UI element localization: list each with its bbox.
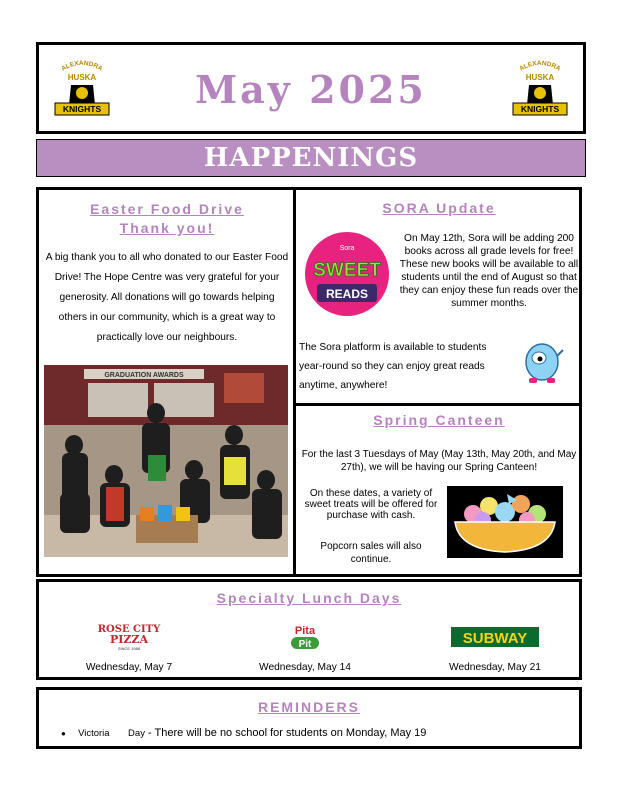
svg-text:SWEET: SWEET: [313, 260, 381, 281]
knights-logo-right: [507, 53, 573, 121]
reminder-item: [61, 727, 426, 739]
svg-text:PIZZA: PIZZA: [109, 633, 149, 646]
header: [36, 42, 586, 134]
svg-text:Pit: Pit: [298, 639, 312, 650]
canteen-title: Spring Canteen: [373, 412, 505, 428]
easter-body: A big thank you to all who donated to our Easter Food Drive! The Hope Centre was very grateful for your generosity. All donations will go towards helping others in our community, which is a great way to practically love our neighbours.: [45, 252, 289, 343]
reminders-section: [36, 687, 582, 749]
svg-text:KNIGHTS: KNIGHTS: [520, 104, 560, 114]
food-drive-photo: [44, 365, 288, 557]
rose-city-pizza-logo: [97, 622, 161, 650]
horizontal-divider: [293, 403, 579, 406]
svg-text:HUSKA: HUSKA: [67, 73, 97, 82]
svg-text:ALEXANDRA: ALEXANDRA: [518, 59, 562, 73]
lunch-date-3: Wednesday, May 21: [449, 662, 541, 673]
page-title: May 2025: [195, 67, 427, 112]
easter-title: [45, 200, 289, 238]
svg-text:ALEXANDRA: ALEXANDRA: [60, 59, 104, 73]
robot-mascot-icon: [519, 338, 565, 386]
svg-text:SUBWAY: SUBWAY: [462, 630, 528, 647]
svg-text:ROSE CITY: ROSE CITY: [97, 624, 161, 635]
svg-text:KNIGHTS: KNIGHTS: [62, 104, 102, 114]
reminder-label: Victoria Day: [78, 728, 145, 739]
svg-text:GRADUATION AWARDS: GRADUATION AWARDS: [104, 372, 184, 379]
lunch-title: Specialty Lunch Days: [216, 590, 402, 606]
sora-text-2: The Sora platform is available to students year-round so they can enjoy great reads anytime, anywhere!: [299, 342, 487, 391]
sora-text-1: On May 12th, Sora will be adding 200 books across all grade levels for free! These new books will be available to all students until the end of August so that they can enjoy these fun reads over the summer months.: [399, 233, 579, 309]
reminder-text: - There will be no school for students on Monday, May 19: [144, 727, 427, 739]
sweet-reads-badge: [303, 230, 391, 318]
canteen-text-3: Popcorn sales will also continue.: [320, 541, 422, 565]
vertical-divider: [293, 190, 296, 574]
easter-title-line1: Easter Food Drive: [90, 201, 244, 217]
lunch-date-2: Wednesday, May 14: [259, 662, 351, 673]
svg-text:Pita: Pita: [294, 625, 316, 637]
reminders-title: REMINDERS: [257, 699, 360, 715]
svg-text:Sora: Sora: [339, 245, 355, 252]
svg-text:READS: READS: [325, 287, 369, 301]
svg-text:SINCE 1988: SINCE 1988: [117, 646, 141, 651]
happenings-banner: HAPPENINGS: [36, 139, 586, 177]
candy-bowl-icon: [447, 486, 563, 558]
easter-title-line2: Thank you!: [119, 220, 215, 236]
bullet-icon: ●: [61, 728, 66, 738]
svg-text:HUSKA: HUSKA: [525, 73, 555, 82]
canteen-text-1: For the last 3 Tuesdays of May (May 13th, May 20th, and May 27th), we will be having our Spring Canteen!: [301, 449, 577, 473]
lunch-date-1: Wednesday, May 7: [85, 662, 173, 673]
pita-pit-logo: [283, 622, 327, 650]
subway-logo: [451, 622, 539, 650]
lunch-section: [36, 579, 582, 680]
sora-title: SORA Update: [382, 200, 496, 216]
happenings-section: [36, 187, 582, 577]
canteen-text-2: On these dates, a variety of sweet treats will be offered for purchase with cash.: [304, 488, 438, 521]
